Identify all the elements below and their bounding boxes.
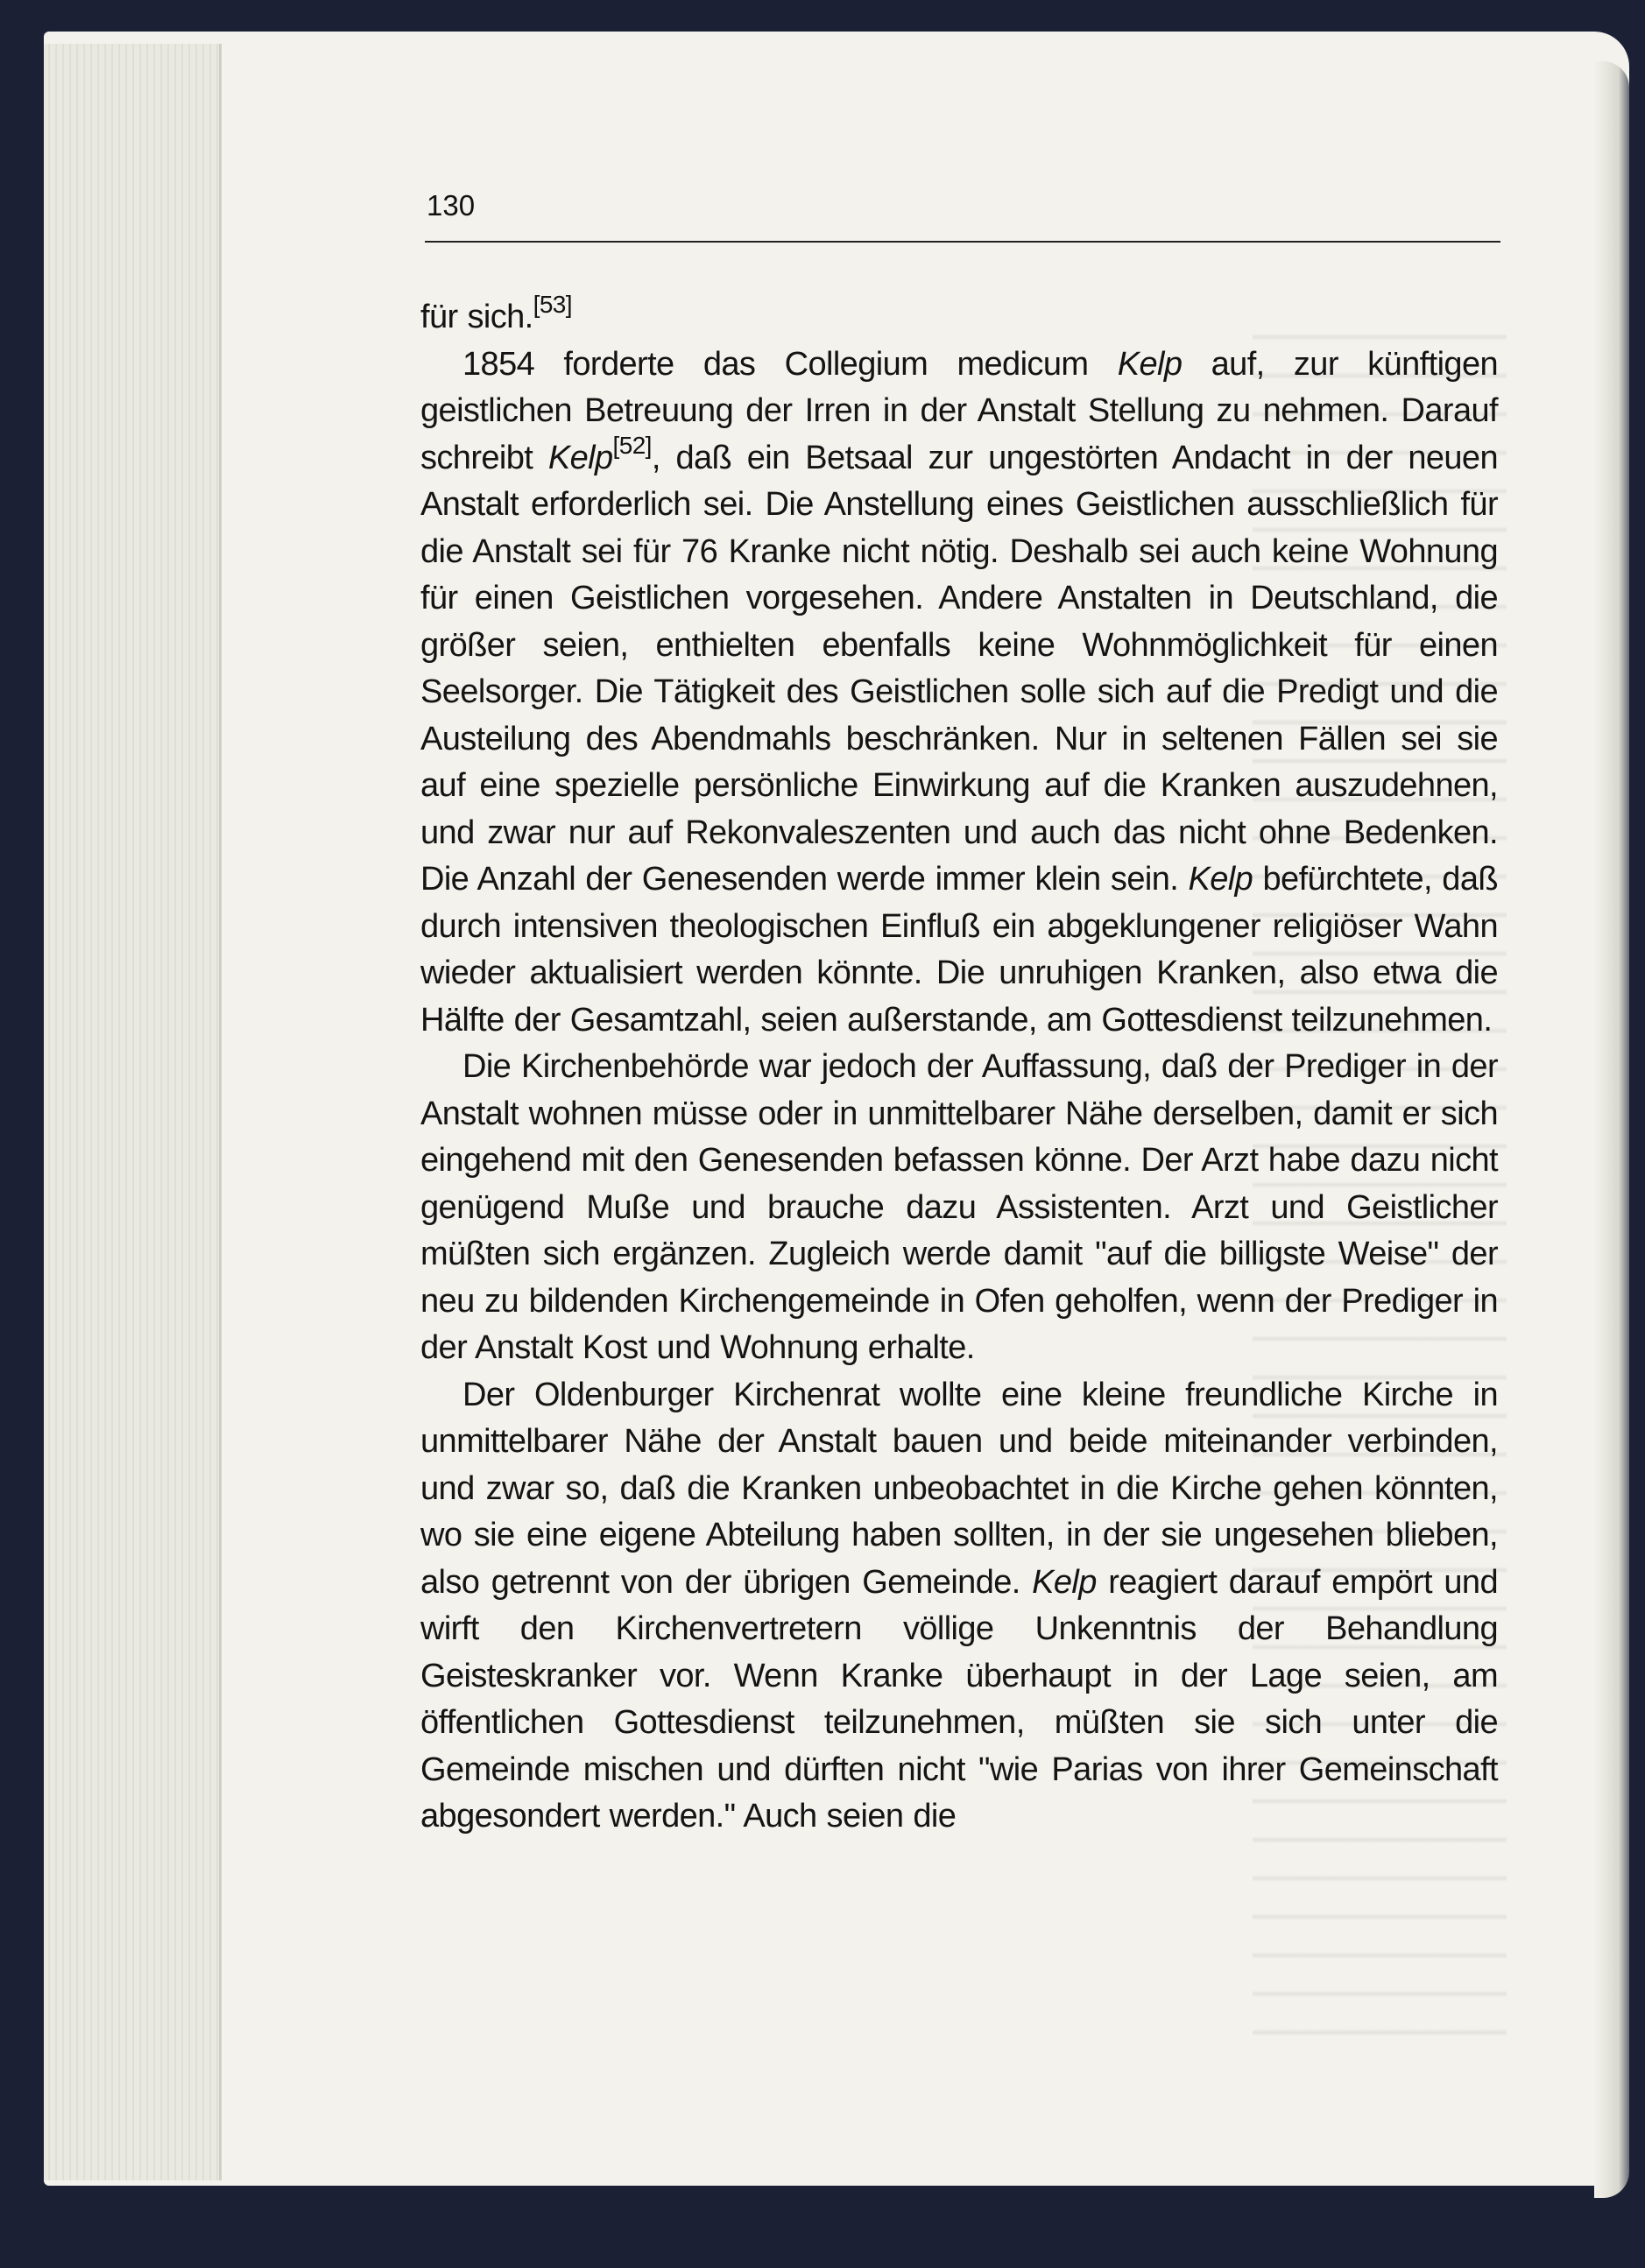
text-run: 1854 forderte das Collegium medicum xyxy=(462,345,1118,383)
paragraph xyxy=(420,1372,1498,1841)
stacked-page-edges xyxy=(44,44,222,2180)
page-curl-shadow xyxy=(1594,61,1629,2198)
text-run: Die Kirchenbehörde war jedoch der Auffassung, daß der Prediger in der Anstalt wohnen müsse oder in unmittelbarer Nähe derselben, damit er sich eingehend mit den Genesenden befassen könne. Der Arzt habe dazu nicht genügend Muße und brauche dazu Assistenten. Arzt und Geistlicher müßten sich ergänzen. Zugleich werde damit "auf die billigste Weise" der neu zu bildenden Kirchengemeinde in Ofen geholfen, wenn der Prediger in der Anstalt Kost und Wohnung erhalte. xyxy=(420,1048,1498,1366)
footnote-reference: [52] xyxy=(612,431,652,459)
text-run: auf, zur künftigen geistlichen Betreuung der Irren in der Anstalt Stellung zu nehmen. Darauf schreibt xyxy=(420,345,1499,476)
text-run: für sich. xyxy=(420,299,533,335)
italic-name: Kelp xyxy=(1032,1563,1097,1601)
italic-name: Kelp xyxy=(547,439,613,476)
paragraph xyxy=(420,1044,1498,1372)
italic-name: Kelp xyxy=(1117,345,1183,383)
text-run: reagiert darauf empört und wirft den Kirchenvertretern völlige Unkenntnis der Behandlung Geisteskranker vor. Wenn Kranke überhaupt in der Lage seien, am öffentlichen Gottesdienst teilzunehmen, müßten sie sich unter die Gemeinde mischen und dürften nicht "wie Parias von ihrer Gemeinschaft abgesondert werden." Auch seien die xyxy=(420,1563,1498,1835)
body-text xyxy=(420,291,1499,1841)
italic-name: Kelp xyxy=(1188,861,1253,898)
text-run: Der Oldenburger Kirchenrat wollte eine kleine freundliche Kirche in unmittelbarer Nähe der Anstalt bauen und beide miteinander verbinden, und zwar so, daß die Kranken unbeobachtet in die Kirche gehen könnten, wo sie eine eigene Abteilung haben sollten, in der sie ungesehen blieben, also getrennt von der übrigen Gemeinde. xyxy=(420,1376,1498,1601)
footnote-reference: [53] xyxy=(533,291,572,318)
paragraph xyxy=(420,342,1498,1045)
header-rule xyxy=(425,241,1500,243)
text-run: befürchtete, daß durch intensiven theologischen Einfluß ein abgeklungener religiöser Wahn wieder aktualisiert werden könnte. Die unruhigen Kranken, also etwa die Hälfte der Gesamtzahl, seien außerstande, am Gottesdienst teilzunehmen. xyxy=(420,861,1498,1039)
text-run: , daß ein Betsaal zur ungestörten Andacht in der neuen Anstalt erforderlich sei. Die Anstellung eines Geistlichen ausschließlich für die Anstalt sei für 76 Kranke nicht nötig. Deshalb sei auch keine Wohnung für einen Geistlichen vorgesehen. Andere Anstalten in Deutschland, die größer seien, enthielten ebenfalls keine Wohnmöglichkeit für einen Seelsorger. Die Tätigkeit des Geistlichen solle sich auf die Predigt und die Austeilung des Abendmahls beschränken. Nur in seltenen Fällen sei sie auf eine spezielle persönliche Einwirkung auf die Kranken auszudehnen, und zwar nur auf Rekonvaleszenten und auch das nicht ohne Bedenken. Die Anzahl der Genesenden werde immer klein sein. xyxy=(420,439,1498,898)
page-number: 130 xyxy=(427,189,476,222)
paragraph xyxy=(420,291,1498,342)
